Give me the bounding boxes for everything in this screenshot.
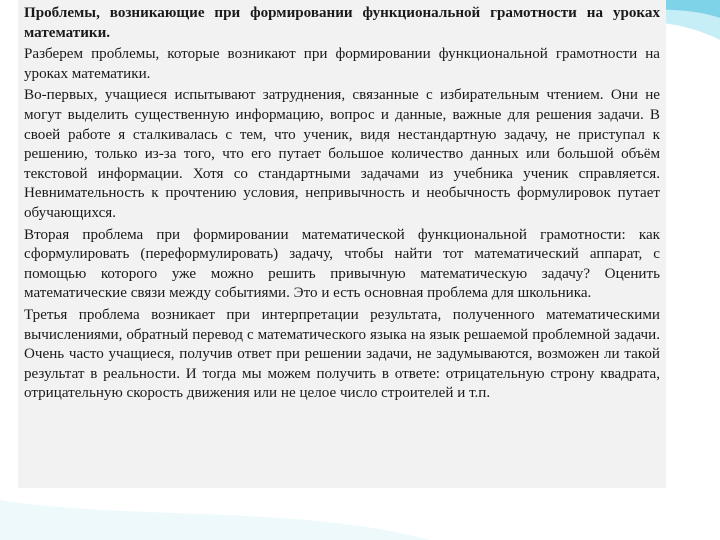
paragraph-problem-1: Во-первых, учащиеся испытывают затруднения, связанные с избирательным чтением. Они не могут выделить существенную информацию, вопрос и данные, важные для решения задачи. В своей работе я сталкивалась с тем, что ученик, видя нестандартную задачу, не приступал к решению, только из-за того, что его путает большое количество данных или большой объём текстовой информации. Хотя со стандартными задачами из учебника ученик справляется. Невнимательность к прочтению условия, непривычность и необычность формулировок путает обучающихся.	[24, 87, 660, 221]
paragraph-problem-2: Вторая проблема при формировании математической функциональной грамотности: как сформулировать (переформулировать) задачу, чтобы найти тот математический аппарат, с помощью которого уже можно решить привычную математическую задачу? Оценить математические связи между событиями. Это и есть основная проблема для школьника.	[24, 226, 660, 302]
paragraph-problem-3: Третья проблема возникает при интерпретации результата, полученного математическими вычислениями, обратный перевод с математического языка на язык решаемой проблемной задачи. Очень часто учащиеся, получив ответ при решении задачи, не задумываются, возможен ли такой результат в реальности. И тогда мы можем получить в ответе: отрицательную строну квадрата, отрицательную скорость движения или не целое число строителей и т.п.	[24, 306, 660, 402]
slide-title: Проблемы, возникающие при формировании функциональной грамотности на уроках математики.	[24, 5, 660, 41]
slide-text	[24, 4, 660, 406]
wave-bottom-light	[0, 500, 430, 540]
paragraph-intro: Разберем проблемы, которые возникают при формировании функциональной грамотности на уроках математики.	[24, 46, 660, 82]
